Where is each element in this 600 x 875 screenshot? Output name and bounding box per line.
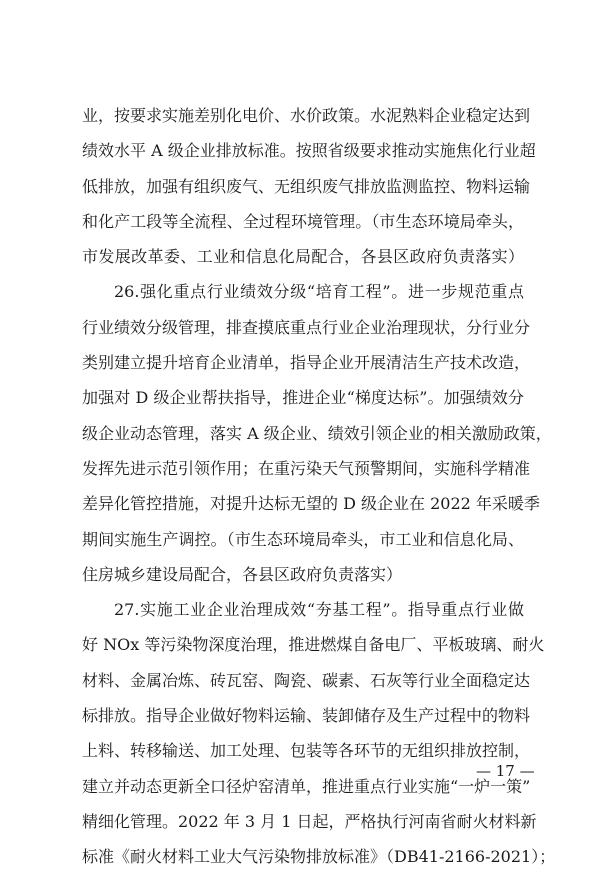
text-line: 业，按要求实施差别化电价、水价政策。水泥熟料企业稳定达到 — [82, 106, 531, 125]
text-line: 低排放，加强有组织废气、无组织废气排放监测监控、物料运输 — [82, 176, 531, 196]
text-line: 绩效水平 A 级企业排放标准。按照省级要求推动实施焦化行业超 — [82, 141, 536, 161]
text-line: 好 NOx 等污染物深度治理，推进燃煤自备电厂、平板玻璃、耐火 — [82, 635, 545, 655]
text-line: 加强对 D 级企业帮扶指导，推进企业“梯度达标”。加强绩效分 — [82, 388, 524, 408]
text-line: 精细化管理。2022 年 3 月 1 日起，严格执行河南省耐火材料新 — [82, 811, 537, 831]
text-line: 级企业动态管理，落实 A 级企业、绩效引领企业的相关激励政策， — [82, 423, 552, 443]
text-line: 类别建立提升培育企业清单，指导企业开展清洁生产技术改造， — [82, 353, 531, 373]
text-line: 27.实施工业企业治理成效“夯基工程”。指导重点行业做 — [114, 600, 524, 620]
text-line: 标排放。指导企业做好物料运输、装卸储存及生产过程中的物料 — [82, 706, 531, 726]
text-line: 差异化管控措施，对提升达标无望的 D 级企业在 2022 年采暖季 — [82, 494, 540, 514]
text-line: 住房城乡建设局配合，各县区政府负责落实） — [82, 564, 403, 584]
text-line: 期间实施生产调控。（市生态环境局牵头，市工业和信息化局、 — [82, 529, 524, 549]
text-line: 建立并动态更新全口径炉窑清单，推进重点行业实施“一炉一策” — [82, 776, 531, 796]
page-number: — 17 — — [476, 762, 535, 780]
text-line: 标准《耐火材料工业大气污染物排放标准》（DB41-2166-2021）； — [82, 847, 556, 867]
text-line: 市发展改革委、工业和信息化局配合，各县区政府负责落实） — [82, 247, 524, 267]
text-line: 行业绩效分级管理，排查摸底重点行业企业治理现状，分行业分 — [82, 317, 531, 337]
text-line: 上料、转移输送、加工处理、包装等各环节的无组织排放控制， — [82, 741, 531, 761]
text-line: 发挥先进示范引领作用；在重污染天气预警期间，实施科学精准 — [82, 458, 531, 478]
text-line: 和化产工段等全流程、全过程环境管理。（市生态环境局牵头， — [82, 211, 524, 231]
text-line: 26.强化重点行业绩效分级“培育工程”。进一步规范重点 — [114, 282, 524, 302]
text-line: 材料、金属冶炼、砖瓦窑、陶瓷、碳素、石灰等行业全面稳定达 — [82, 670, 531, 690]
body-text — [82, 98, 556, 875]
